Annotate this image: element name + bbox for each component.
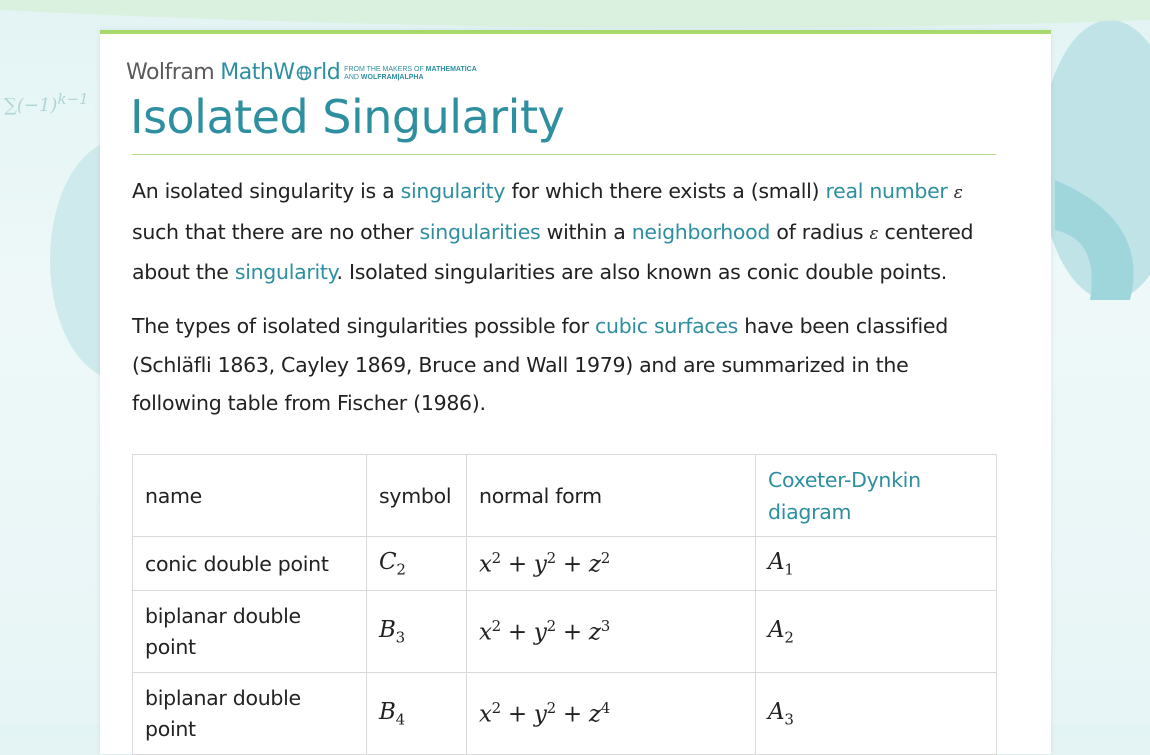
link-singularity-2[interactable]: singularity [234, 260, 337, 284]
site-logo[interactable] [126, 60, 477, 85]
epsilon-symbol: ε [869, 223, 879, 244]
link-singularities[interactable]: singularities [419, 219, 541, 244]
table-header-row [133, 455, 997, 537]
header-normal-form: normal form [467, 455, 756, 537]
page-title: Isolated Singularity [130, 90, 565, 144]
link-real-number[interactable]: real number [825, 179, 948, 203]
brand-tagline: FROM THE MAKERS OF MATHEMATICA AND WOLFRAM|ALPHA [344, 66, 477, 81]
link-singularity[interactable]: singularity [400, 179, 506, 203]
link-cubic-surfaces[interactable]: cubic surfaces [595, 314, 739, 338]
brand-mathworld: MathW rld [220, 60, 341, 85]
link-coxeter-dynkin-diagram[interactable]: Coxeter-Dynkin diagram [768, 467, 921, 524]
article-card [100, 30, 1051, 754]
header-name: name [133, 455, 367, 537]
link-neighborhood[interactable]: neighborhood [631, 219, 771, 244]
header-symbol: symbol [367, 455, 467, 537]
title-divider [132, 154, 996, 155]
table-row: biplanar double point $B_4$ $x^2 + y^2 + z^4$ $A_3$ [133, 673, 997, 755]
globe-icon [296, 65, 312, 81]
table-row: conic double point $C_2$ $x^2 + y^2 + z^2$ $A_1$ [133, 537, 997, 591]
table-row: biplanar double point $B_3$ $x^2 + y^2 + z^3$ $A_2$ [133, 591, 997, 673]
epsilon-symbol: ε [953, 183, 963, 203]
singularity-table [132, 454, 997, 755]
brand-wolfram: Wolfram [126, 60, 215, 85]
intro-paragraph: An isolated singularity is a singularity for which there exists a (small) real number ε such that there are no other singularities within a neighborhood of radius ε centered about the singularity. Isolated singularities are also known as conic double points. [132, 179, 974, 284]
types-paragraph: The types of isolated singularities possible for cubic surfaces have been classified (Schläfli 1863, Cayley 1869, Bruce and Wall 1979) and are summarized in the following table from Fischer (1986). [132, 314, 948, 415]
background-formula: $\sum(-1)^{k-1}$ [4, 90, 89, 116]
